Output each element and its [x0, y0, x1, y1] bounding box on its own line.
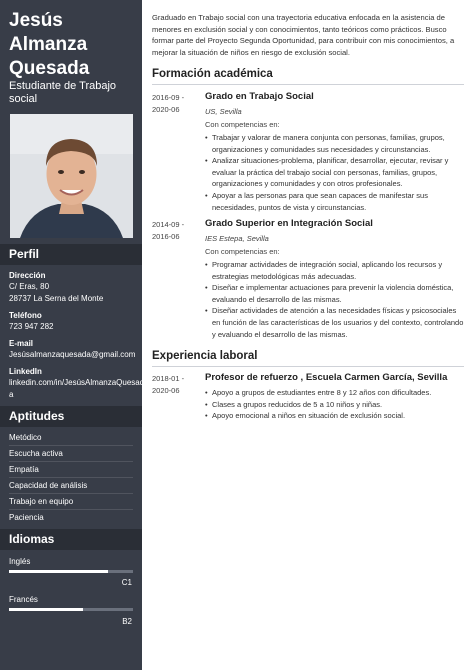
skill-divider: [9, 461, 133, 462]
linkedin-link[interactable]: linkedin.com/in/JesúsAlmanzaQuesad a: [9, 378, 145, 399]
list-item: • Analizar situaciones-problema, planificar, desarrollar, ejecutar, revisar y evaluar la práctica del trabajo social con personas, familias, grupos, organizaciones y comunidades y con otros profesionales.: [205, 155, 464, 190]
entry-bullets: [205, 132, 464, 213]
skill-divider: [9, 509, 133, 510]
skill-item: Empatía: [9, 465, 39, 474]
phone-label: Teléfono: [9, 311, 42, 320]
language-name: Francés: [9, 595, 38, 604]
language-level-fill: [9, 570, 108, 573]
entry-title: Grado en Trabajo Social: [205, 91, 314, 102]
entry-content: [205, 90, 464, 213]
profile-summary: Graduado en Trabajo social con una trayectoria educativa enfocada en la asistencia de menores en exclusión social y con conocimientos, tanto teóricos como prácticos. Busco formar parte del Proyecto Segunda Oportunidad, para contribuir con mis conocimientos, a mejorar la situación de niños en riesgo de exclusión social.: [152, 13, 455, 57]
main-content: [152, 0, 464, 670]
profile-photo: [10, 114, 133, 238]
language-level: B2: [122, 617, 132, 626]
address-label: Dirección: [9, 271, 46, 280]
entry-title: Profesor de refuerzo , Escuela Carmen García, Sevilla: [205, 372, 448, 383]
entry-dates: 2016-09 - 2020-06: [152, 93, 185, 114]
section-heading-experience: Experiencia laboral: [152, 350, 464, 367]
section-heading-perfil: Perfil: [0, 244, 142, 265]
entry-bullets: [205, 387, 464, 422]
skill-item: Capacidad de análisis: [9, 481, 88, 490]
entry-content: [205, 371, 464, 422]
candidate-name: Jesús Almanza Quesada: [9, 10, 90, 79]
phone-value: 723 947 282: [9, 322, 54, 331]
entry-dates: 2014-09 - 2016-06: [152, 220, 185, 241]
language-level-fill: [9, 608, 83, 611]
skill-item: Metódico: [9, 433, 42, 442]
list-item: • Apoyo a grupos de estudiantes entre 8 y 12 años con dificultades.: [205, 387, 464, 399]
list-item: • Apoyo emocional a niños en situación de exclusión social.: [205, 410, 464, 422]
entry-dates: 2018-01 - 2020-06: [152, 374, 185, 395]
entry-bullets: [205, 259, 464, 340]
address-line1: C/ Eras, 80: [9, 282, 50, 291]
email-label: E-mail: [9, 339, 34, 348]
entry-title: Grado Superior en Integración Social: [205, 218, 373, 229]
list-item: • Diseñar actividades de atención a las necesidades físicas y psicosociales en función de las características de los usuarios y del contexto, controlando y evaluando el desarrollo de las mismas.: [205, 305, 464, 340]
list-item: • Programar actividades de integración social, aplicando los recursos y estrategias metodológicas más adecuadas.: [205, 259, 464, 282]
entry-intro: Con competencias en:: [205, 120, 280, 129]
skill-item: Trabajo en equipo: [9, 497, 74, 506]
language-name: Inglés: [9, 557, 31, 566]
entry-content: [205, 217, 464, 340]
section-heading-idiomas: Idiomas: [0, 529, 142, 550]
entry-organization: IES Estepa, Sevilla: [205, 234, 269, 243]
section-heading-aptitudes: Aptitudes: [0, 406, 142, 427]
skill-divider: [9, 477, 133, 478]
linkedin-label: LinkedIn: [9, 367, 42, 376]
language-level: C1: [121, 578, 132, 587]
list-item: • Clases a grupos reducidos de 5 a 10 niños y niñas.: [205, 399, 464, 411]
candidate-role: Estudiante de Trabajo social: [9, 80, 117, 105]
list-item: • Trabajar y valorar de manera conjunta con personas, familias, grupos, organizaciones y comunidades sus necesidades y circunstancias.: [205, 132, 464, 155]
skill-item: Paciencia: [9, 513, 44, 522]
language-level-bar: [9, 608, 133, 611]
skill-divider: [9, 445, 133, 446]
skill-divider: [9, 493, 133, 494]
entry-organization: US, Sevilla: [205, 107, 242, 116]
email-link[interactable]: Jesúsalmanzaquesada@gmail.com: [9, 350, 136, 359]
list-item: • Diseñar e implementar actuaciones para prevenir la violencia doméstica, evaluando el desarrollo de las mismas.: [205, 282, 464, 305]
language-level-bar: [9, 570, 133, 573]
skill-item: Escucha activa: [9, 449, 63, 458]
section-heading-education: Formación académica: [152, 68, 464, 85]
list-item: • Apoyar a las personas para que sean capaces de manifestar sus necesidades, puntos de vista y circunstancias.: [205, 190, 464, 213]
entry-intro: Con competencias en:: [205, 247, 280, 256]
sidebar: [0, 0, 145, 670]
address-line2: 28737 La Serna del Monte: [9, 294, 104, 303]
